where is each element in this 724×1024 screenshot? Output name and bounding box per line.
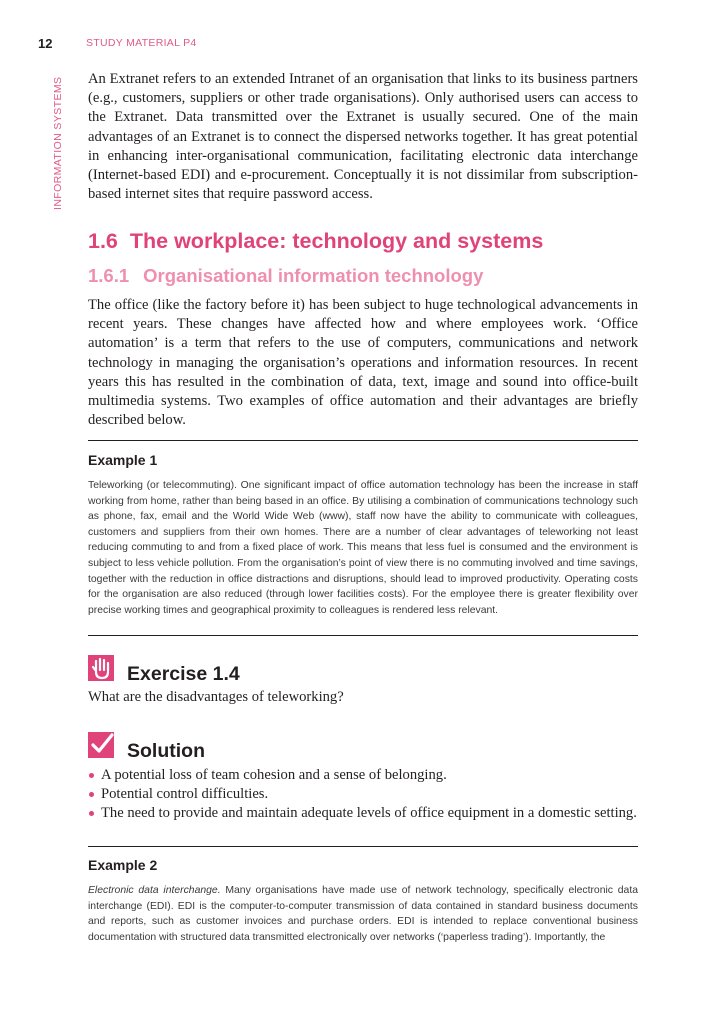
- subsection-title: Organisational information technology: [143, 265, 484, 286]
- subsection-heading: [88, 265, 483, 287]
- side-tab: [52, 70, 64, 210]
- bullet-icon: [89, 811, 94, 816]
- section-number: 1.6: [88, 229, 118, 253]
- example2-lead: Electronic data interchange.: [88, 885, 221, 896]
- example1-top-rule: [88, 440, 638, 441]
- intro-paragraph: An Extranet refers to an extended Intranet of an organisation that links to its business partners (e.g., customers, suppliers or other trade organisations). Only authorised users can access to the Extranet. Data transmitted over the Extranet is usually secured. One of the main advantages of an Extranet is to connect the dispersed networks together. It has great potential in enhancing inter-organisational communication, facilitating electronic data interchange (Internet-based EDI) and e-procurement. Conceptually it is not dissimilar from subscription-based internet sites that require password access.: [88, 71, 638, 203]
- bullet-icon: [89, 773, 94, 778]
- section-title: The workplace: technology and systems: [129, 229, 544, 253]
- list-item: [88, 804, 648, 823]
- list-item: [88, 785, 648, 804]
- solution-list: [88, 766, 648, 823]
- running-head: STUDY MATERIAL P4: [86, 37, 197, 49]
- page-number: 12: [38, 36, 53, 51]
- example2-text: Many organisations have made use of network technology, specifically electronic data interchange (EDI). EDI is the computer-to-computer transmission of data contained in standard business documents and reports, such as customer invoices and purchase orders. EDI is intended to replace conventional business documentation with structured data transmitted electronically over networks (‘paperless trading’). Importantly, the: [88, 885, 638, 943]
- hand-icon-graphic: [88, 655, 114, 681]
- example1-title: Example 1: [88, 452, 158, 468]
- solution-item-3: The need to provide and maintain adequate levels of office equipment in a domestic setting.: [101, 805, 637, 821]
- solution-item-2: Potential control difficulties.: [101, 786, 269, 802]
- checkmark-icon-graphic: [88, 732, 114, 758]
- solution-item-1: A potential loss of team cohesion and a sense of belonging.: [101, 767, 447, 783]
- bullet-icon: [89, 792, 94, 797]
- exercise-question: What are the disadvantages of teleworking?: [88, 689, 344, 705]
- example2-title: Example 2: [88, 857, 158, 873]
- side-tab-label: INFORMATION SYSTEMS: [52, 76, 64, 210]
- section-paragraph: The office (like the factory before it) has been subject to huge technological advancements in recent years. These changes have affected how and where employees work. ‘Office automation’ is a term that refers to the use of computers, communications and network technology in managing the organisation’s operations and information resources. In recent years this has resulted in the combination of data, text, image and sound into office-built multimedia systems. Two examples of office automation and their advantages are briefly described below.: [88, 297, 638, 429]
- hand-icon: [88, 655, 114, 681]
- example1-bottom-rule: [88, 635, 638, 636]
- solution-title: Solution: [127, 740, 205, 762]
- example2-body: [88, 883, 638, 945]
- list-item: [88, 766, 648, 785]
- checkmark-icon: [88, 732, 114, 758]
- subsection-number: 1.6.1: [88, 265, 130, 286]
- exercise-title: Exercise 1.4: [127, 663, 240, 685]
- section-heading: [88, 229, 543, 254]
- example2-top-rule: [88, 846, 638, 847]
- example1-body: Teleworking (or telecommuting). One significant impact of office automation technology has been the increase in staff working from home, rather than being based in an office. By utilising a combination of communications technology such as phone, fax, email and the World Wide Web (www), staff now have the ability to communicate with colleagues, customers and suppliers from their own homes. There are a number of clear advantages of teleworking not least reducing commuting to and from a fixed place of work. This means that less fuel is consumed and the environment is subject to less vehicle pollution. From the organisation’s point of view there is no commuting involved and time savings, together with the reduction in office distractions and disruptions, should lead to improved productivity. Operating costs for the organisation are also reduced (through lower facilities costs). For the employee there is greater flexibility over precise working times and geographical proximity to colleagues is rendered less relevant.: [88, 480, 638, 616]
